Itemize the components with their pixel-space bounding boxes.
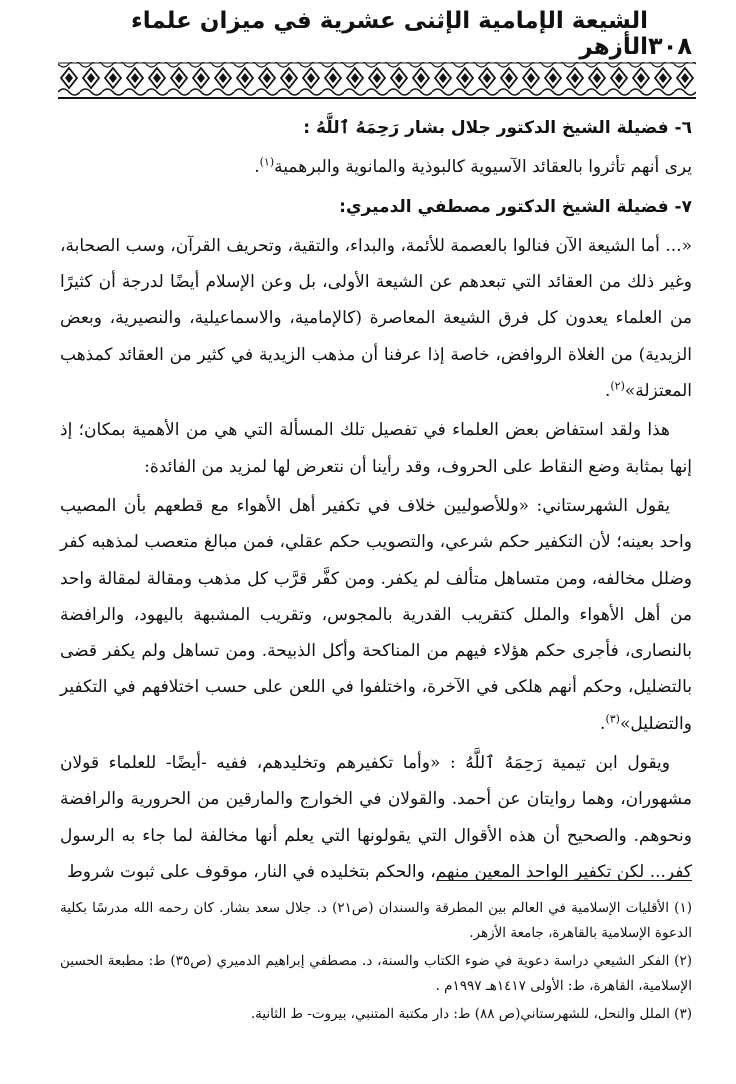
running-title: الشيعة الإمامية الإثنى عشرية في ميزان علماء الأزهر: [130, 8, 649, 60]
page-number: ٣٠٨: [648, 32, 692, 60]
item7-quote: «... أما الشيعة الآن فنالوا بالعصمة للأئمة، والبداء، والتقية، وتحريف القرآن، وسب الصحابة، وغير ذلك من العقائد التي تبعدهم عن الشيعة الأولى، بل وعن الإسلام أيضًا لدرجة أن كثيرًا من العلماء يعدون كل فرق الشيعة المعاصرة (كالإمامية، والاسماعيلية، والنصيرية، وبعض الزيدية) من الغلاة الروافض، خاصة إذا عرفنا أن مذهب الزيدية في كثير من العقائد كمذهب المعتزلة»: [60, 235, 692, 402]
item6-heading: ٦- فضيلة الشيخ الدكتور جلال بشار رَحِمَهُ ٱللَّهُ :: [303, 118, 692, 138]
footnote-2: (٢) الفكر الشيعي دراسة دعوية في ضوء الكتاب والسنة، د. مصطفي إبراهيم الدميري (ص٣٥) ط: مطبعة الحسين الإسلامية، القاهرة، ط: الأولى ١٤١٧هـ ١٩٩٧م .: [60, 953, 692, 994]
footnote-ref-2: (٢): [610, 379, 625, 393]
footnote-ref-1: (١): [259, 155, 275, 169]
shahrastani-quote: يقول الشهرستاني: «وللأصوليين خلاف في تكفير أهل الأهواء مع قطعهم بأن المصيب واحد بعينه؛ لأن التكفير حكم شرعي، والتصويب حكم عقلي، فمن مبالغ متعصب لمذهبه كفر وضلل مخالفه، ومن متساهل متألف لم يكفر. ومن كفَّر قرَّب كل مذهب ومقالة لمقالة واحد من أهل الأهواء والملل كتقريب القدرية بالمجوس، وتقريب المشبهة باليهود، والرافضة بالنصارى، فأجرى حكم هؤلاء فيهم من المناكحة وأكل الذبيحة. ومن تساهل ولم يكفر قضى بالتضليل، وحكم أنهم هلكى في الآخرة، واختلفوا في اللعن على حسب اختلافهم في التكفير والتضليل»: [60, 495, 692, 734]
footnotes: [60, 896, 692, 1031]
intro-paragraph: هذا ولقد استفاض بعض العلماء في تفصيل تلك المسألة التي هي من الأهمية بمكان؛ إذ إنها بمثابة وضع النقاط على الحروف، وقد رأينا أن نتعرض لها لمزيد من الفائدة:: [60, 420, 692, 477]
page-header: [60, 8, 692, 60]
footnote-1: (١) الأقليات الإسلامية في العالم بين المطرقة والسندان (ص٢١) د. جلال سعد بشار. كان رحمه الله مدرسًا بكلية الدعوة الإسلامية بالقاهرة، جامعة الأزهر.: [60, 900, 692, 941]
item6-paragraph: يرى أنهم تأثروا بالعقائد الآسيوية كالبوذية والمانوية والبرهمية$^{(١)}$.: [254, 155, 692, 178]
ibn-taymiyya-paragraph: ويقول ابن تيمية رَحِمَهُ ٱللَّهُ : «وأما تكفيرهم وتخليدهم، ففيه -أيضًا- للعلماء قولان مشهوران، وهما روايتان عن أحمد. والقولان في الخوارج والمارقين من الحرورية والرافضة ونحوهم. والصحيح أن هذه الأقوال التي يقولونها التي يعلم أنها مخالفة لما جاء به الرسول كفر... لكن تكفير الواحد المعين منهم، والحكم بتخليده في النار، موقوف على ثبوت شروط: [60, 753, 692, 882]
decorative-border-ornament: [58, 62, 696, 100]
item6-text: يرى أنهم تأثروا بالعقائد الآسيوية كالبوذية والمانوية والبرهمية: [274, 157, 692, 178]
item7-heading: ٧- فضيلة الشيخ الدكتور مصطفي الدميري:: [339, 196, 692, 217]
shahrastani-paragraph: يقول الشهرستاني: «وللأصوليين خلاف في تكفير أهل الأهواء مع قطعهم بأن المصيب واحد بعينه؛ لأن التكفير حكم شرعي، والتصويب حكم عقلي، فمن مبالغ متعصب لمذهبه كفر وضلل مخالفه، ومن متساهل متألف لم يكفر. ومن كفَّر قرَّب كل مذهب ومقالة لمقالة واحد من أهل الأهواء والملل كتقريب القدرية بالمجوس، وتقريب المشبهة باليهود، والرافضة بالنصارى، فأجرى حكم هؤلاء فيهم من المناكحة وأكل الذبيحة. ومن تساهل ولم يكفر قضى بالتضليل، وحكم أنهم هلكى في الآخرة، واختلفوا في اللعن على حسب اختلافهم في التكفير والتضليل»$^{(٣)}$.: [60, 495, 692, 734]
footnote-divider: [436, 880, 692, 881]
item7-paragraph: «... أما الشيعة الآن فنالوا بالعصمة للأئمة، والبداء، والتقية، وتحريف القرآن، وسب الصحابة، وغير ذلك من العقائد التي تبعدهم عن الشيعة الأولى، بل وعن الإسلام أيضًا لدرجة أن كثيرًا من العلماء يعدون كل فرق الشيعة المعاصرة (كالإمامية، والاسماعيلية، والنصيرية، وبعض الزيدية) من الغلاة الروافض، خاصة إذا عرفنا أن مذهب الزيدية في كثير من العقائد كمذهب المعتزلة»$^{(٢)}$.: [60, 235, 692, 402]
footnote-ref-3: (٣): [605, 712, 620, 726]
footnote-3: (٣) الملل والنحل، للشهرستاني(ص ٨٨) ط: دار مكتبة المتنبي، بيروت- ط الثانية.: [250, 1006, 692, 1022]
main-text: [60, 110, 692, 893]
